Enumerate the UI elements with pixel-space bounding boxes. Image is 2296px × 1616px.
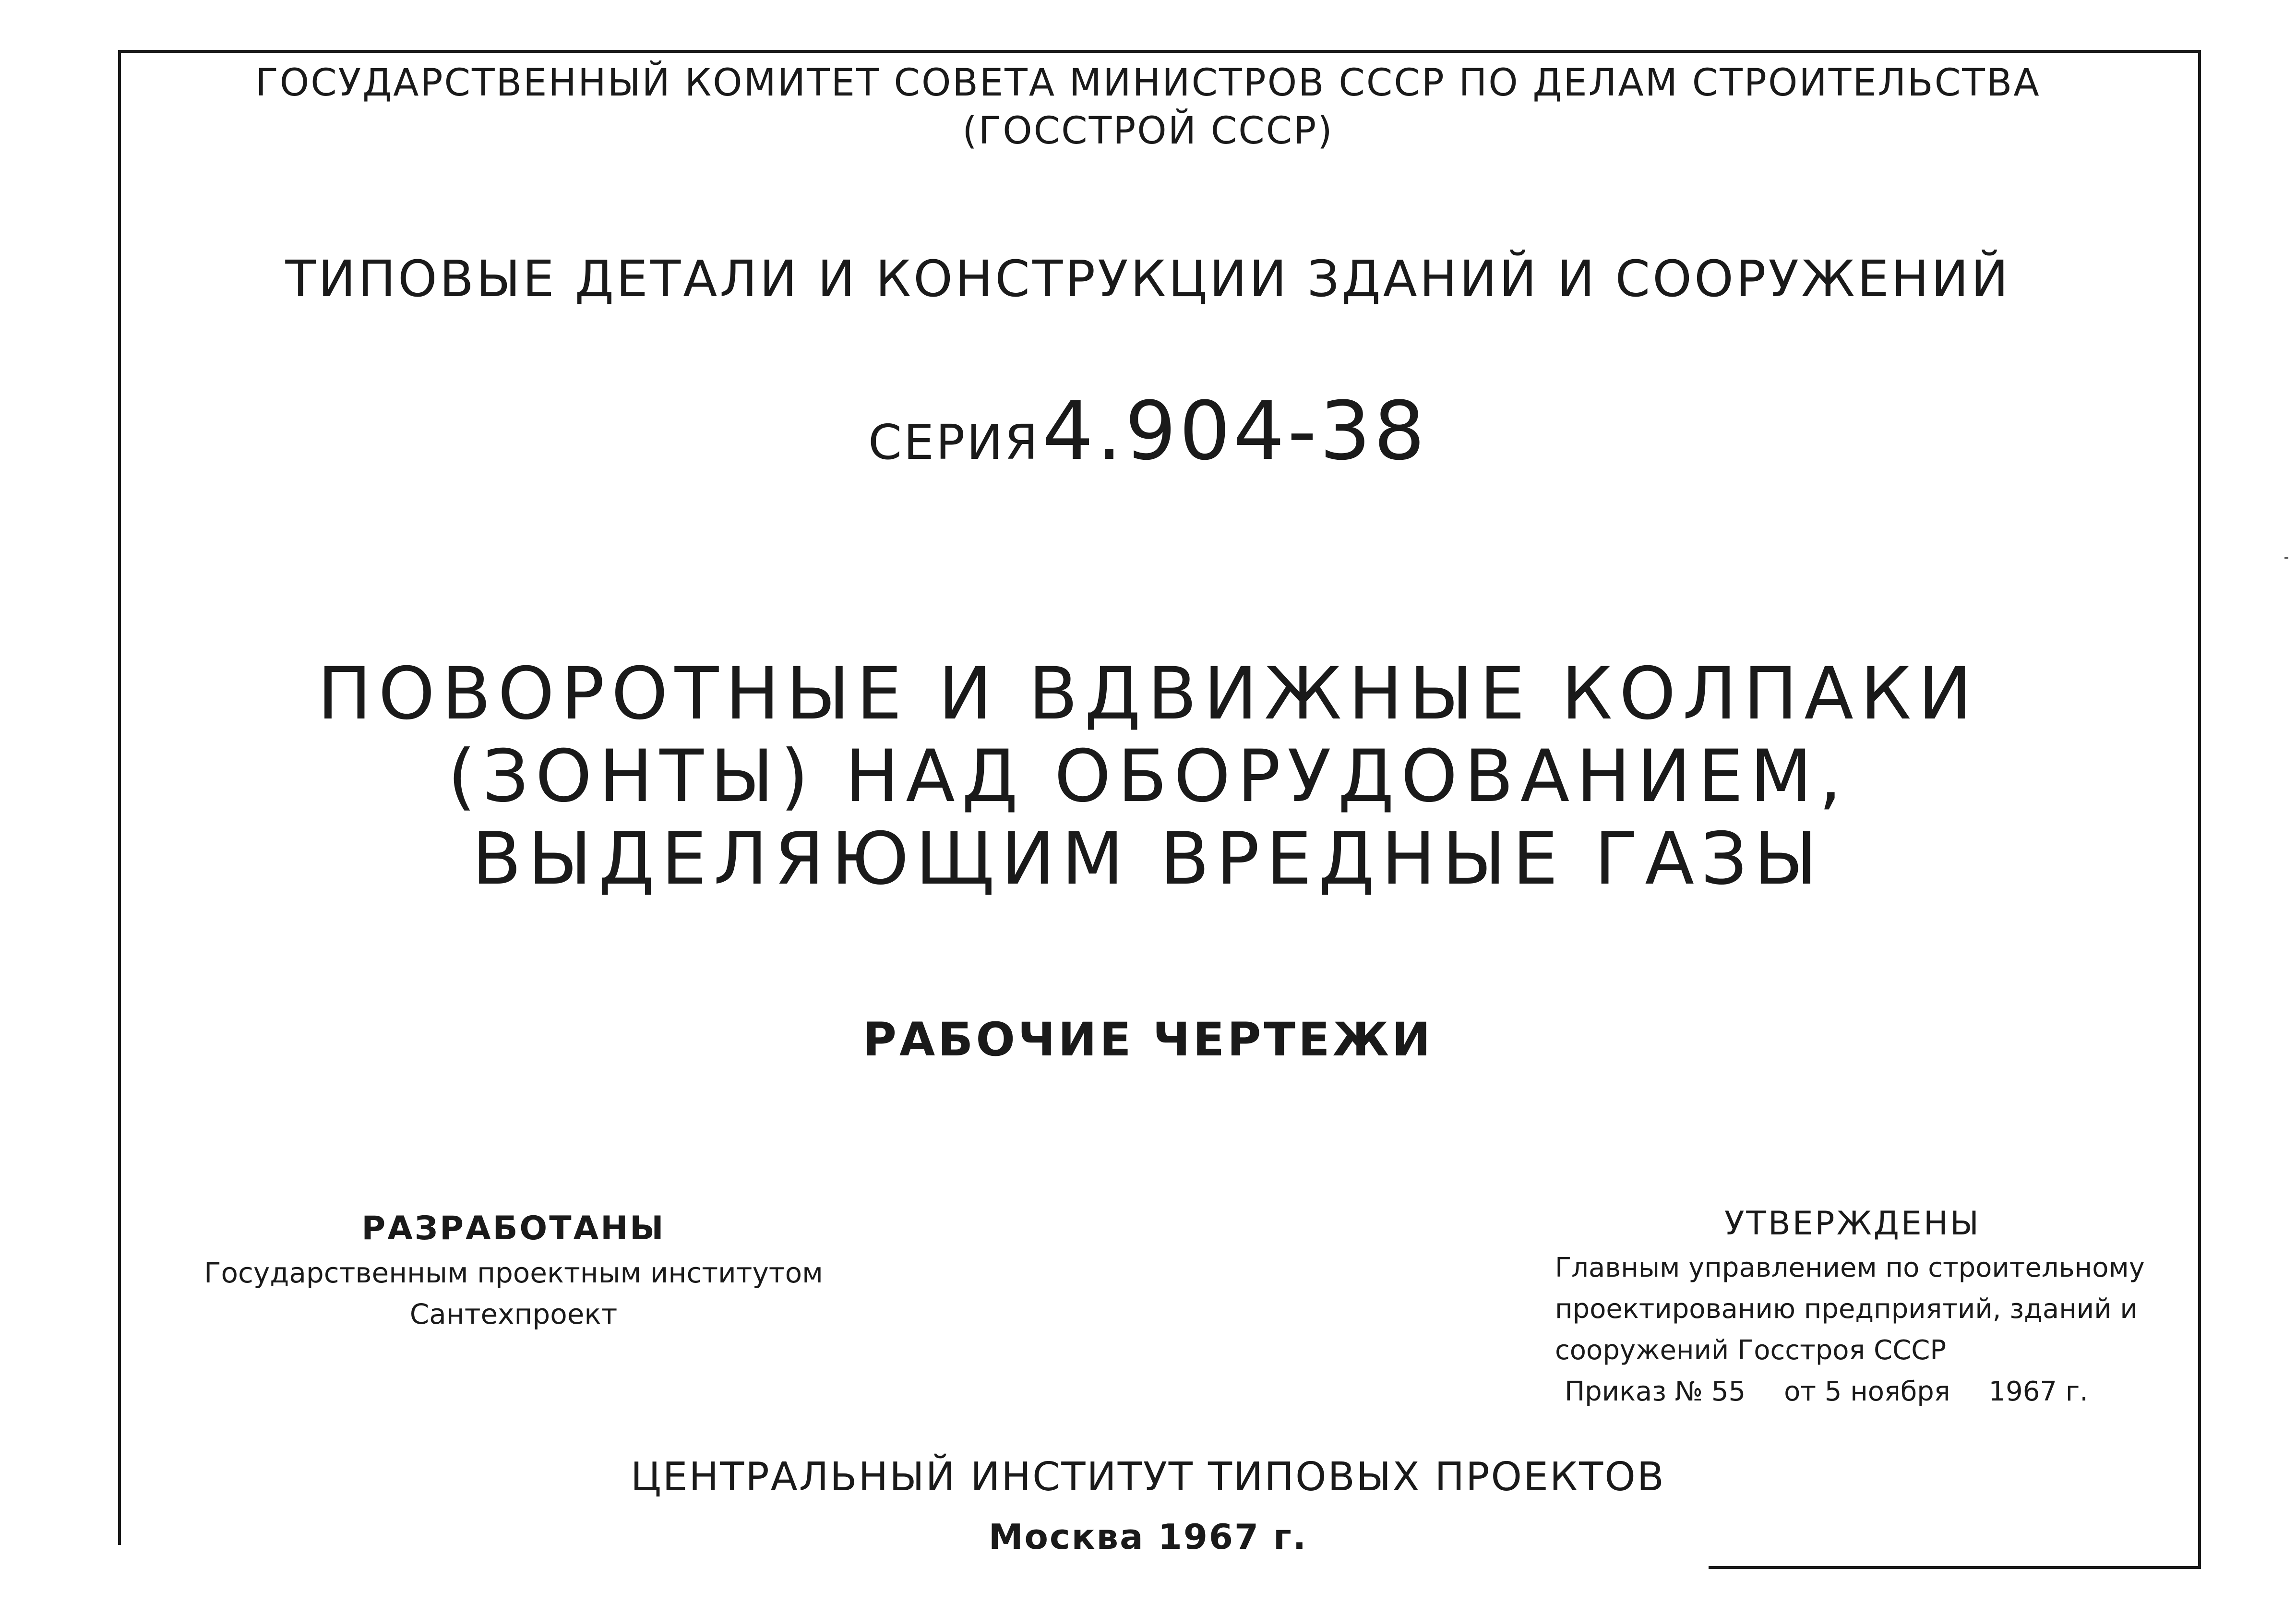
order-year: 1967 г. bbox=[1988, 1376, 2089, 1407]
approved-line-3: сооружений Госстроя СССР bbox=[1555, 1335, 1947, 1366]
frame-top-line bbox=[118, 50, 2201, 53]
frame-bottom-line bbox=[1709, 1566, 2201, 1569]
developed-block bbox=[173, 1209, 854, 1335]
series-label: СЕРИЯ bbox=[868, 414, 1040, 470]
approved-line-2: проектированию предприятий, зданий и bbox=[1555, 1293, 2138, 1325]
series-number: 4.904-38 bbox=[1042, 384, 1428, 478]
committee-abbreviation: (ГОССТРОЙ СССР) bbox=[962, 109, 1334, 153]
title-line-1: ПОВОРОТНЫЕ И ВДВИЖНЫЕ КОЛПАКИ bbox=[317, 652, 1979, 736]
order-date: от 5 ноября bbox=[1784, 1376, 1950, 1407]
order-number: Приказ № 55 bbox=[1565, 1376, 1746, 1407]
developed-line-1: Государственным проектным институтом bbox=[204, 1257, 823, 1289]
series-heading: ТИПОВЫЕ ДЕТАЛИ И КОНСТРУКЦИИ ЗДАНИЙ И СООРУЖЕНИЙ bbox=[285, 250, 2011, 308]
city-year: Москва 1967 г. bbox=[988, 1517, 1308, 1557]
series-line bbox=[0, 384, 2296, 478]
document-type: РАБОЧИЕ ЧЕРТЕЖИ bbox=[862, 1013, 1434, 1066]
approved-order-row bbox=[1555, 1371, 2150, 1413]
document-title bbox=[0, 653, 2296, 900]
edge-mark bbox=[2284, 557, 2288, 559]
publisher: ЦЕНТРАЛЬНЫЙ ИНСТИТУТ ТИПОВЫХ ПРОЕКТОВ bbox=[630, 1454, 1666, 1500]
title-line-3: ВЫДЕЛЯЮЩИМ ВРЕДНЫЕ ГАЗЫ bbox=[472, 817, 1824, 901]
developed-line-2: Сантехпроект bbox=[409, 1298, 618, 1330]
approved-line-1: Главным управлением по строительному bbox=[1555, 1252, 2145, 1283]
approved-block bbox=[1555, 1205, 2150, 1413]
title-line-2: (ЗОНТЫ) НАД ОБОРУДОВАНИЕМ, bbox=[447, 735, 1849, 818]
committee-name: ГОСУДАРСТВЕННЫЙ КОМИТЕТ СОВЕТА МИНИСТРОВ СССР ПО ДЕЛАМ СТРОИТЕЛЬСТВА bbox=[255, 61, 2041, 105]
developed-heading: РАЗРАБОТАНЫ bbox=[361, 1209, 666, 1247]
approved-heading: УТВЕРЖДЕНЫ bbox=[1724, 1205, 1981, 1243]
